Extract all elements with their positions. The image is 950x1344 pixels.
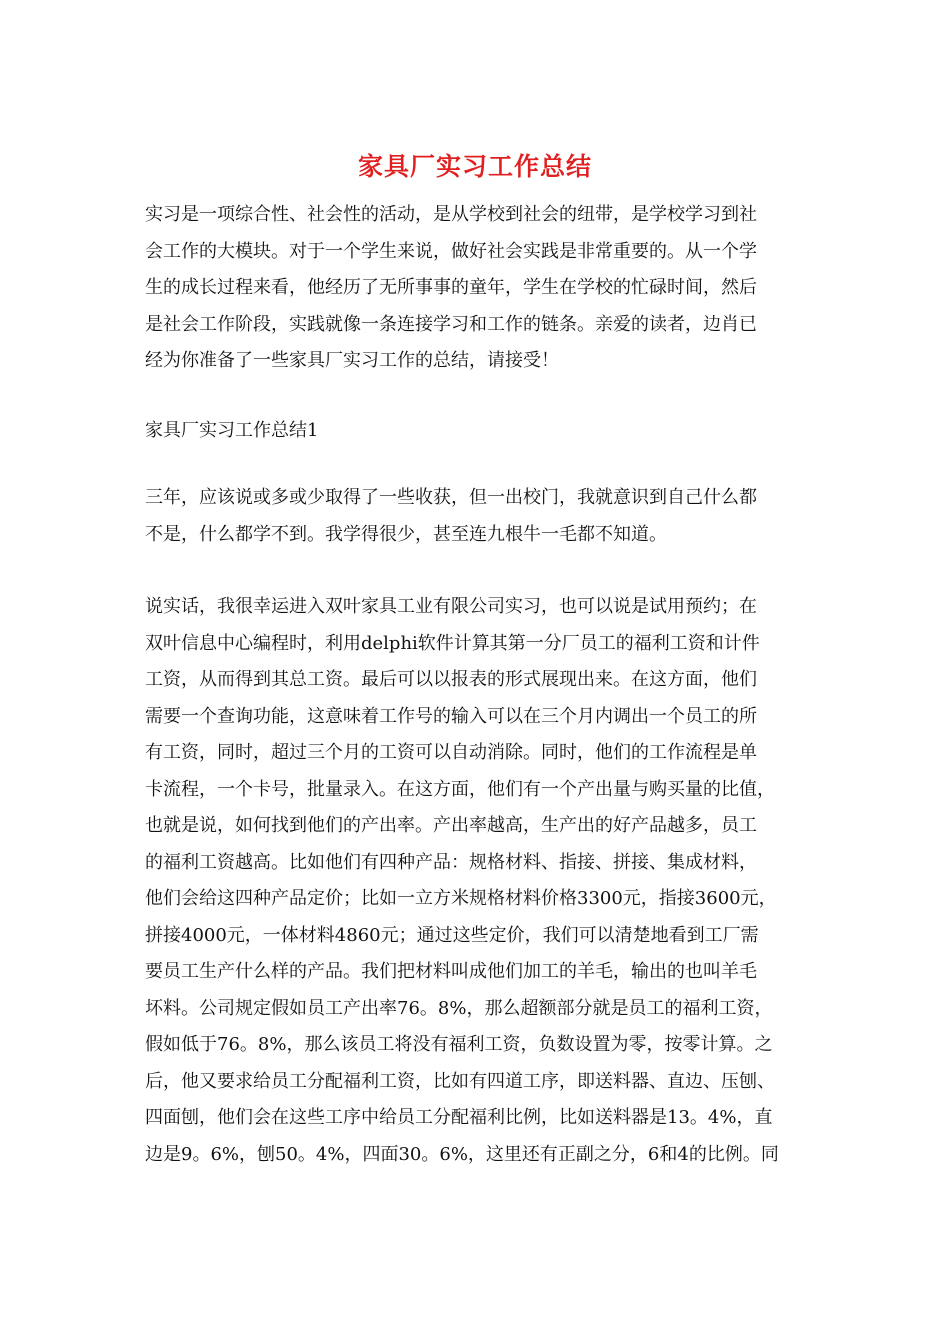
paragraph-line: 说实话，我很幸运进入双叶家具工业有限公司实习，也可以说是试用预约；在	[145, 596, 757, 617]
paragraph-line: 经为你准备了一些家具厂实习工作的总结，请接受！	[145, 350, 559, 371]
paragraph-line: 三年，应该说或多或少取得了一些收获，但一出校门，我就意识到自己什么都	[145, 487, 757, 508]
paragraph-line: 生的成长过程来看，他经历了无所事事的童年，学生在学校的忙碌时间，然后	[145, 277, 757, 298]
intro-paragraph	[145, 197, 815, 380]
section-heading: 家具厂实习工作总结1	[145, 420, 319, 441]
paragraph-line: 四面刨，他们会在这些工序中给员工分配福利比例，比如送料器是13。4%，直	[145, 1107, 773, 1128]
document-title: 家具厂实习工作总结	[357, 152, 592, 181]
paragraph-line: 需要一个查询功能，这意味着工作号的输入可以在三个月内调出一个员工的所	[145, 705, 757, 727]
paragraph-line: 也就是说，如何找到他们的产出率。产出率越高，生产出的好产品越多，员工	[145, 815, 757, 836]
section-heading-block	[145, 413, 815, 450]
paragraph-line: 假如低于76。8%，那么该员工将没有福利工资，负数设置为零，按零计算。之	[145, 1034, 773, 1055]
paragraph-line: 要员工生产什么样的产品。我们把材料叫成他们加工的羊毛，输出的也叫羊毛	[145, 961, 757, 982]
paragraph-line: 坏料。公司规定假如员工产出率76。8%，那么超额部分就是员工的福利工资，	[145, 997, 773, 1019]
paragraph-line: 边是9。6%，刨50。4%，四面30。6%，这里还有正副之分，6和4的比例。同	[145, 1143, 779, 1165]
paragraph-line: 的福利工资越高。比如他们有四种产品：规格材料、指接、拼接、集成材料，	[145, 851, 757, 873]
paragraph-2	[145, 589, 815, 1173]
paragraph-line: 是社会工作阶段，实践就像一条连接学习和工作的链条。亲爱的读者，边肖已	[145, 313, 757, 335]
paragraph-1	[145, 480, 815, 553]
paragraph-line: 卡流程，一个卡号，批量录入。在这方面，他们有一个产出量与购买量的比值，	[145, 778, 775, 800]
paragraph-line: 有工资，同时，超过三个月的工资可以自动消除。同时，他们的工作流程是单	[145, 742, 757, 763]
paragraph-line: 会工作的大模块。对于一个学生来说，做好社会实践是非常重要的。从一个学	[145, 240, 757, 262]
paragraph-line: 他们会给这四种产品定价；比如一立方米规格材料价格3300元，指接3600元，	[145, 888, 777, 909]
paragraph-line: 实习是一项综合性、社会性的活动，是从学校到社会的纽带，是学校学习到社	[145, 204, 757, 225]
paragraph-line: 拼接4000元，一体材料4860元；通过这些定价，我们可以清楚地看到工厂需	[145, 924, 759, 946]
paragraph-line: 双叶信息中心编程时，利用delphi软件计算其第一分厂员工的福利工资和计件	[145, 632, 760, 654]
paragraph-line: 不是，什么都学不到。我学得很少，甚至连九根牛一毛都不知道。	[145, 523, 667, 545]
paragraph-line: 工资，从而得到其总工资。最后可以以报表的形式展现出来。在这方面，他们	[145, 669, 757, 690]
paragraph-line: 后，他又要求给员工分配福利工资，比如有四道工序，即送料器、直边、压刨、	[145, 1070, 775, 1092]
